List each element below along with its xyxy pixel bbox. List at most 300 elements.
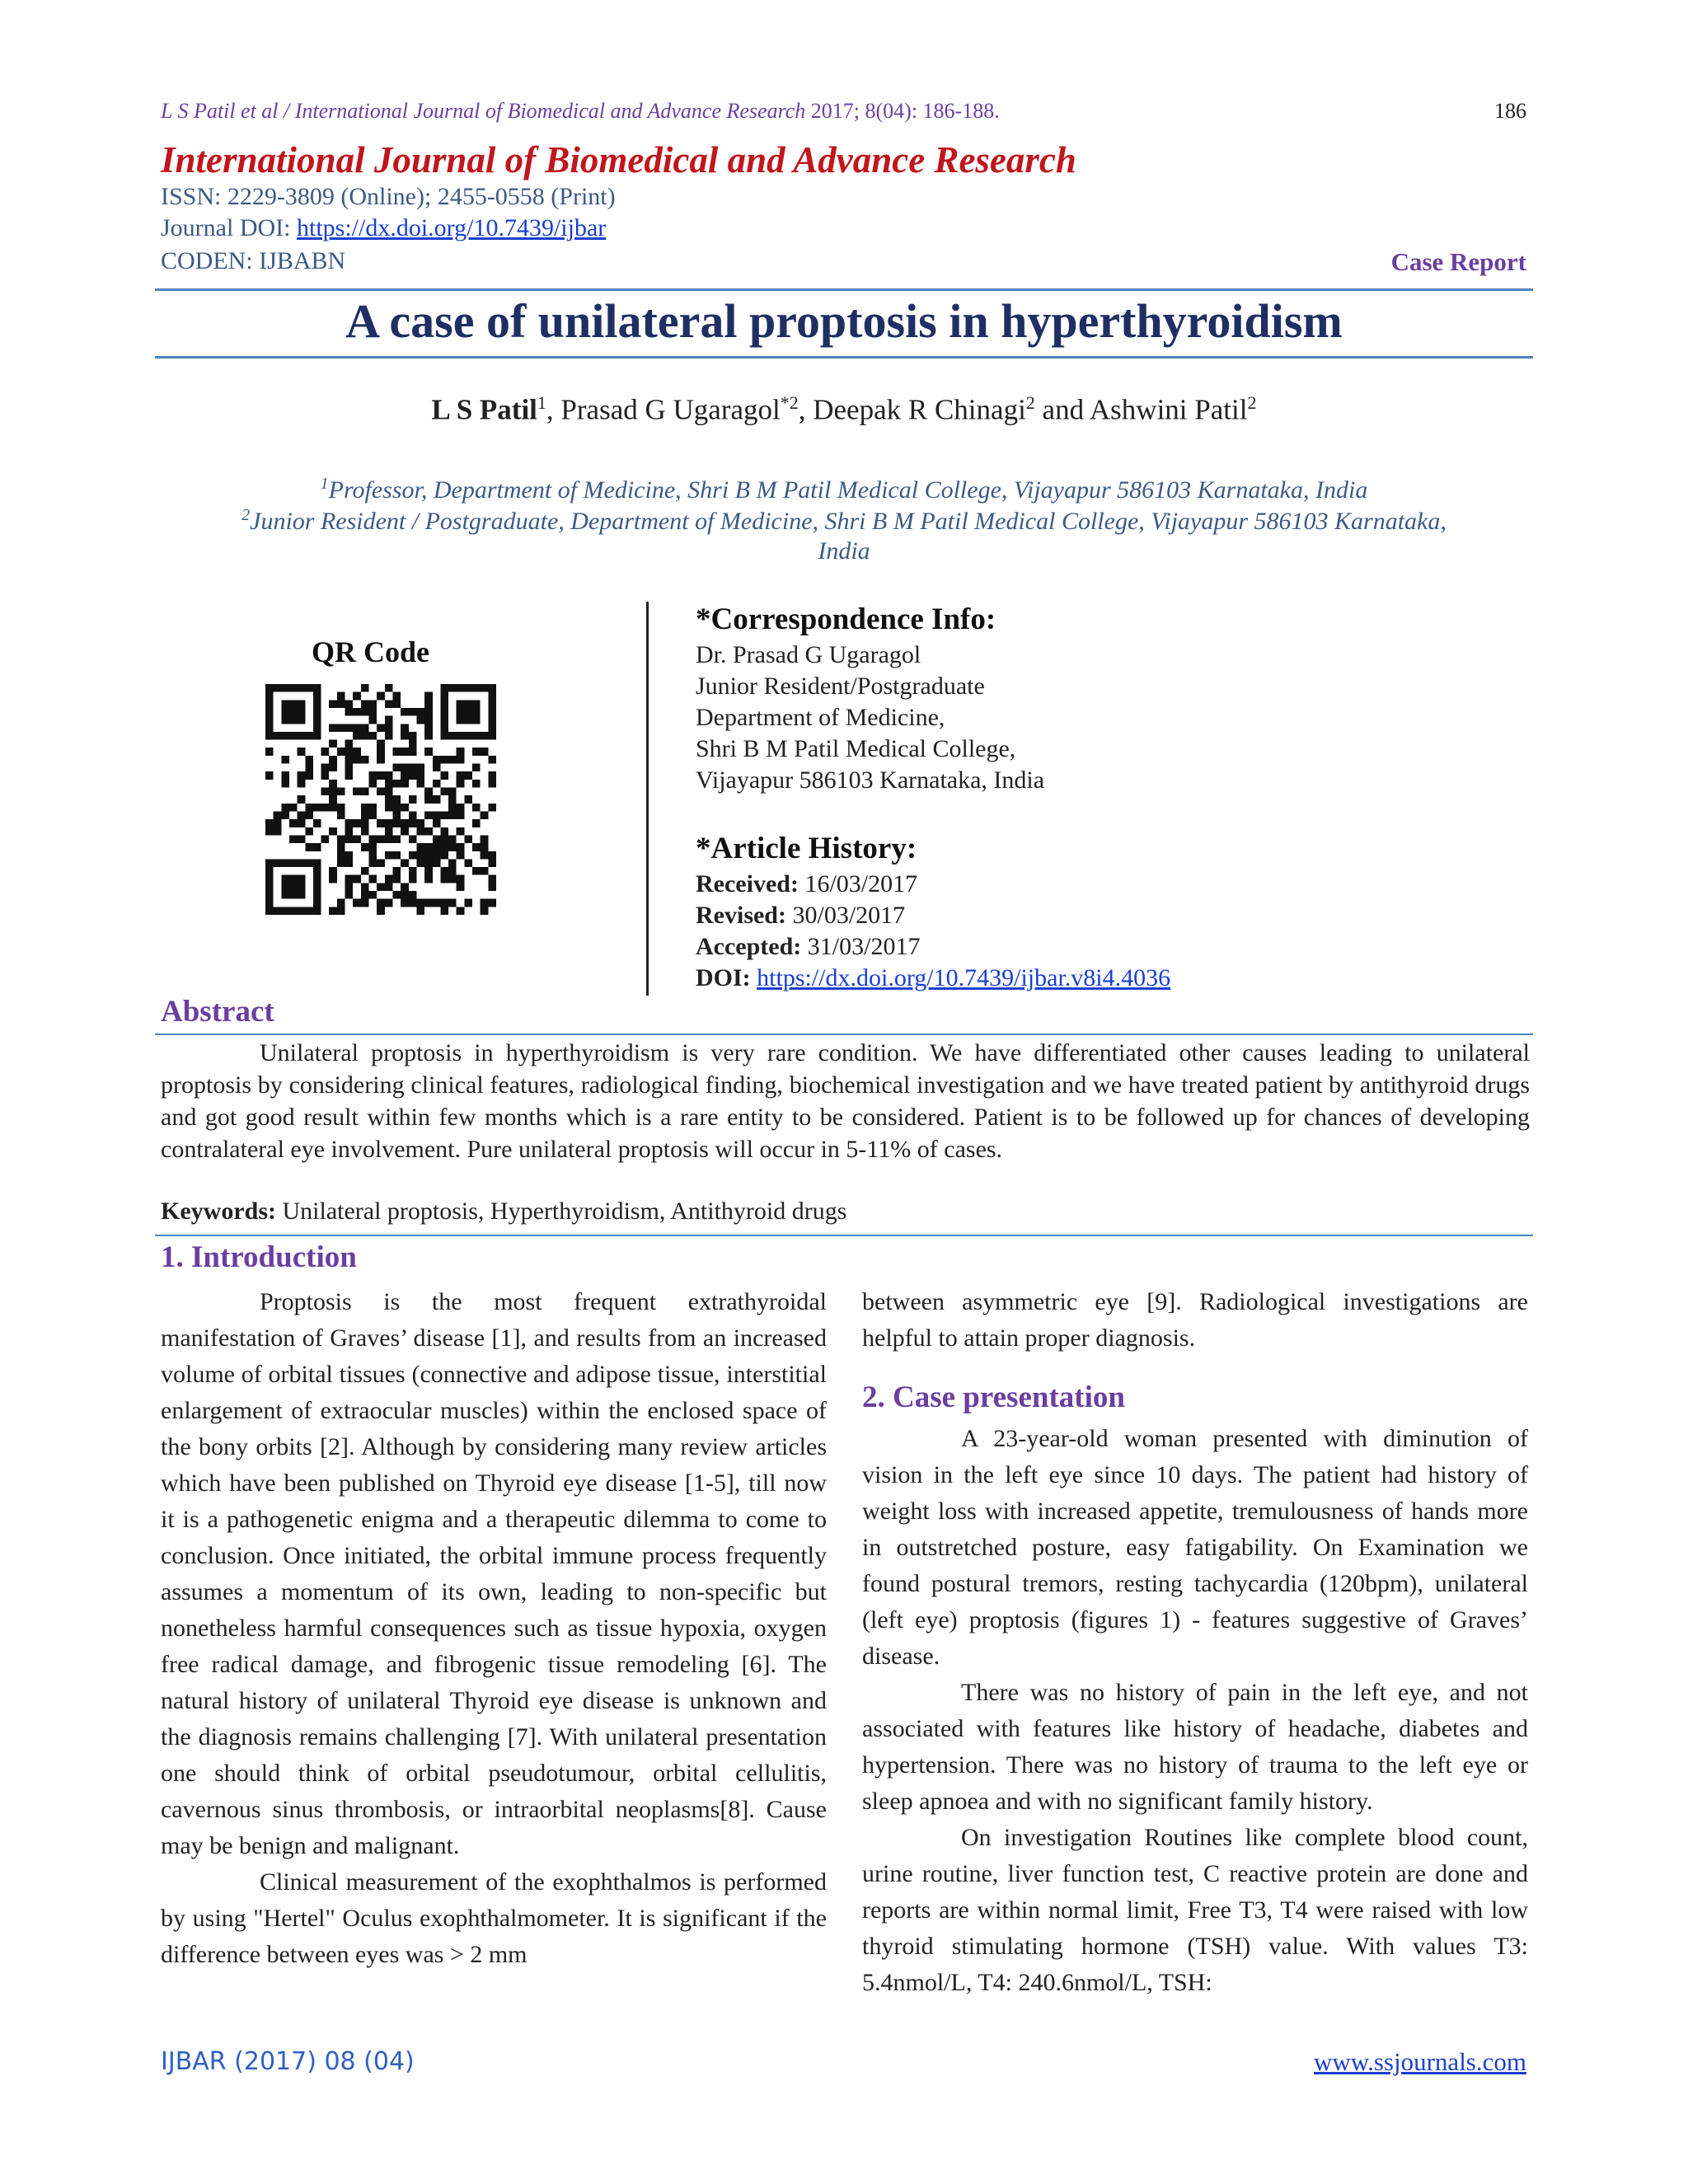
- qr-module: [488, 692, 496, 701]
- qr-module: [337, 788, 345, 796]
- qr-module: [321, 771, 330, 780]
- qr-module: [385, 788, 393, 796]
- qr-module: [305, 859, 313, 867]
- qr-module: [488, 883, 496, 891]
- qr-module: [289, 716, 298, 724]
- journal-doi: Journal DOI: https://dx.doi.org/10.7439/ijbar: [161, 214, 607, 241]
- qr-module: [265, 899, 274, 907]
- qr-module: [281, 708, 289, 716]
- qr-module: [457, 748, 465, 756]
- qr-module: [298, 795, 306, 804]
- qr-module: [401, 732, 409, 740]
- qr-module: [457, 875, 465, 883]
- qr-module: [424, 851, 433, 860]
- qr-module: [409, 740, 417, 748]
- qr-module: [298, 907, 306, 915]
- qr-module: [448, 756, 457, 764]
- qr-module: [464, 732, 472, 740]
- intro-heading: 1. Introduction: [161, 1240, 357, 1274]
- qr-module: [265, 875, 274, 883]
- qr-module: [488, 724, 496, 732]
- qr-module: [274, 819, 282, 827]
- qr-module: [337, 748, 345, 756]
- correspondence-line: Vijayapur 586103 Karnataka, India: [696, 766, 1045, 794]
- qr-module: [401, 708, 409, 716]
- qr-module: [416, 827, 424, 836]
- qr-module: [313, 708, 321, 716]
- qr-module: [361, 700, 369, 708]
- qr-module: [305, 907, 313, 915]
- qr-module: [281, 859, 289, 867]
- qr-module: [298, 700, 306, 708]
- qr-module: [433, 756, 441, 764]
- qr-module: [281, 716, 289, 724]
- qr-module: [392, 891, 401, 899]
- qr-module: [440, 692, 448, 701]
- qr-module: [472, 684, 481, 692]
- qr-module: [392, 764, 401, 772]
- qr-module: [329, 827, 337, 836]
- running-head: L S Patil et al / International Journal of Biomedical and Advance Research 2017; 8(04): 186-188.: [161, 99, 1000, 123]
- author-list: L S Patil$^1$, Prasad G Ugaragol$^{*2}$, Deepak R Chinagi$^2$ and Ashwini Patil$^2$: [431, 392, 1257, 426]
- qr-module: [369, 708, 377, 716]
- qr-module: [369, 875, 377, 883]
- qr-module: [313, 732, 321, 740]
- qr-module: [329, 788, 337, 796]
- qr-module: [464, 684, 472, 692]
- qr-module: [361, 883, 369, 891]
- qr-module: [440, 708, 448, 716]
- qr-module: [313, 684, 321, 692]
- qr-module: [345, 740, 354, 748]
- qr-module: [440, 684, 448, 692]
- qr-module: [281, 891, 289, 899]
- qr-module: [329, 907, 337, 915]
- qr-module: [289, 835, 298, 843]
- qr-module: [433, 851, 441, 860]
- qr-module: [464, 835, 472, 843]
- qr-module: [321, 764, 330, 772]
- qr-module: [457, 811, 465, 819]
- qr-module: [298, 684, 306, 692]
- qr-module: [392, 692, 401, 701]
- qr-module: [377, 819, 385, 827]
- qr-module: [457, 851, 465, 860]
- qr-module: [265, 716, 274, 724]
- footer-website-link[interactable]: www.ssjournals.com: [1313, 2047, 1526, 2076]
- qr-module: [433, 835, 441, 843]
- qr-module: [409, 795, 417, 804]
- left-column: [161, 1284, 827, 1973]
- qr-module: [472, 843, 481, 851]
- qr-module: [472, 732, 481, 740]
- qr-module: [424, 875, 433, 883]
- qr-module: [440, 788, 448, 796]
- qr-module: [377, 724, 385, 732]
- qr-module: [369, 811, 377, 819]
- qr-module: [457, 700, 465, 708]
- qr-module: [424, 700, 433, 708]
- qr-module: [433, 811, 441, 819]
- qr-module: [416, 899, 424, 907]
- qr-module: [353, 732, 361, 740]
- qr-module: [298, 748, 306, 756]
- qr-module: [377, 835, 385, 843]
- affiliation-2: $^2$Junior Resident / Postgraduate, Department of Medicine, Shri B M Patil Medical College, Vijayapur 586103 Karnataka,: [241, 506, 1447, 535]
- qr-module: [385, 835, 393, 843]
- intro-paragraph: Clinical measurement of the exophthalmos is performed by using "Hertel" Oculus exophthalmometer. It is significant if the difference between eyes was > 2 mm: [161, 1868, 827, 1968]
- qr-module: [448, 804, 457, 812]
- qr-module: [488, 684, 496, 692]
- qr-module: [409, 708, 417, 716]
- qr-module: [281, 756, 289, 764]
- qr-module: [448, 684, 457, 692]
- qr-module: [313, 716, 321, 724]
- qr-module: [392, 804, 401, 812]
- qr-module: [298, 819, 306, 827]
- correspondence-line: Junior Resident/Postgraduate: [696, 673, 985, 700]
- right-column: [862, 1284, 1528, 2001]
- qr-module: [281, 771, 289, 780]
- qr-module: [385, 700, 393, 708]
- qr-module: [313, 724, 321, 732]
- history-heading: *Article History:: [696, 832, 917, 865]
- info-divider: [646, 602, 649, 996]
- qr-module: [385, 716, 393, 724]
- qr-module: [313, 867, 321, 875]
- qr-module: [281, 804, 289, 812]
- qr-module: [289, 883, 298, 891]
- qr-module: [424, 692, 433, 701]
- qr-module: [440, 756, 448, 764]
- qr-module: [440, 811, 448, 819]
- qr-module: [305, 827, 313, 836]
- author-name: L S Patil: [431, 393, 537, 426]
- qr-module: [385, 827, 393, 836]
- qr-module: [448, 867, 457, 875]
- qr-code-image: [265, 684, 496, 919]
- qr-module: [345, 851, 354, 860]
- qr-module: [321, 748, 330, 756]
- journal-doi-link[interactable]: https://dx.doi.org/10.7439/ijbar: [296, 214, 607, 241]
- affiliation-1: $^1$Professor, Department of Medicine, Shri B M Patil Medical College, Vijayapur 586103 Karnataka, India: [320, 475, 1368, 504]
- qr-module: [369, 851, 377, 860]
- qr-module: [457, 843, 465, 851]
- qr-module: [289, 684, 298, 692]
- qr-module: [361, 708, 369, 716]
- qr-module: [329, 804, 337, 812]
- qr-module: [440, 724, 448, 732]
- history-received: Received: 16/03/2017: [696, 870, 918, 898]
- qr-module: [424, 867, 433, 875]
- qr-module: [464, 859, 472, 867]
- qr-module: [353, 788, 361, 796]
- qr-module: [313, 891, 321, 899]
- qr-module: [424, 748, 433, 756]
- qr-module: [385, 732, 393, 740]
- qr-module: [409, 851, 417, 860]
- qr-module: [472, 716, 481, 724]
- qr-module: [481, 907, 489, 915]
- qr-module: [305, 732, 313, 740]
- qr-module: [353, 875, 361, 883]
- qr-module: [274, 907, 282, 915]
- qr-module: [401, 780, 409, 788]
- qr-module: [488, 771, 496, 780]
- qr-module: [313, 700, 321, 708]
- qr-module: [392, 867, 401, 875]
- qr-module: [298, 835, 306, 843]
- author-name: Deepak R Chinagi: [813, 393, 1026, 426]
- qr-module: [448, 795, 457, 804]
- qr-module: [424, 724, 433, 732]
- qr-module: [369, 780, 377, 788]
- qr-module: [313, 804, 321, 812]
- qr-module: [416, 907, 424, 915]
- qr-module: [361, 843, 369, 851]
- case-heading: 2. Case presentation: [862, 1380, 1125, 1414]
- title-rule-bottom: [155, 356, 1533, 359]
- qr-module: [361, 891, 369, 899]
- qr-module: [440, 771, 448, 780]
- qr-module: [345, 748, 354, 756]
- qr-module: [377, 788, 385, 796]
- qr-module: [448, 788, 457, 796]
- qr-module: [401, 748, 409, 756]
- qr-module: [472, 748, 481, 756]
- qr-module: [377, 899, 385, 907]
- qr-module: [385, 780, 393, 788]
- qr-module: [488, 851, 496, 860]
- qr-module: [392, 748, 401, 756]
- qr-module: [345, 724, 354, 732]
- qr-module: [265, 891, 274, 899]
- qr-module: [401, 804, 409, 812]
- qr-module: [440, 867, 448, 875]
- title-rule-top: [155, 288, 1533, 291]
- qr-module: [385, 883, 393, 891]
- qr-module: [313, 899, 321, 907]
- qr-module: [345, 835, 354, 843]
- qr-module: [329, 700, 337, 708]
- qr-module: [392, 780, 401, 788]
- qr-module: [392, 811, 401, 819]
- qr-module: [481, 748, 489, 756]
- qr-module: [409, 835, 417, 843]
- article-title: A case of unilateral proptosis in hyperthyroidism: [345, 294, 1343, 348]
- qr-module: [401, 827, 409, 836]
- qr-module: [457, 883, 465, 891]
- qr-module: [440, 851, 448, 860]
- qr-module: [274, 859, 282, 867]
- qr-module: [401, 819, 409, 827]
- qr-module: [265, 883, 274, 891]
- qr-module: [440, 907, 448, 915]
- qr-module: [377, 748, 385, 756]
- qr-module: [385, 804, 393, 812]
- qr-module: [281, 811, 289, 819]
- qr-module: [337, 835, 345, 843]
- qr-module: [345, 875, 354, 883]
- qr-module: [345, 827, 354, 836]
- footer-citation: IJBAR (2017) 08 (04): [161, 2047, 415, 2076]
- qr-module: [298, 771, 306, 780]
- qr-module: [433, 819, 441, 827]
- qr-module: [433, 859, 441, 867]
- qr-module: [488, 700, 496, 708]
- qr-module: [464, 899, 472, 907]
- qr-module: [472, 804, 481, 812]
- qr-module: [274, 732, 282, 740]
- qr-module: [424, 827, 433, 836]
- history-doi: DOI: https://dx.doi.org/10.7439/ijbar.v8i4.4036: [696, 964, 1171, 991]
- qr-module: [385, 684, 393, 692]
- qr-module: [353, 708, 361, 716]
- qr-module: [440, 700, 448, 708]
- qr-module: [298, 716, 306, 724]
- qr-module: [401, 859, 409, 867]
- qr-module: [457, 804, 465, 812]
- qr-module: [345, 891, 354, 899]
- qr-module: [281, 875, 289, 883]
- qr-module: [481, 835, 489, 843]
- qr-module: [313, 843, 321, 851]
- qr-module: [416, 843, 424, 851]
- qr-module: [488, 875, 496, 883]
- qr-module: [265, 867, 274, 875]
- qr-module: [369, 891, 377, 899]
- qr-module: [274, 827, 282, 836]
- qr-module: [481, 843, 489, 851]
- author-name: Prasad G Ugaragol: [560, 393, 781, 426]
- qr-module: [464, 700, 472, 708]
- journal-coden: CODEN: IJBABN: [161, 247, 346, 274]
- qr-module: [416, 764, 424, 772]
- qr-module: [424, 843, 433, 851]
- qr-module: [313, 819, 321, 827]
- qr-module: [401, 891, 409, 899]
- qr-module: [488, 708, 496, 716]
- qr-module: [265, 907, 274, 915]
- qr-module: [313, 692, 321, 701]
- author-name: Ashwini Patil: [1089, 393, 1248, 426]
- qr-module: [337, 843, 345, 851]
- qr-module: [448, 835, 457, 843]
- correspondence-line: Dr. Prasad G Ugaragol: [696, 641, 921, 668]
- qr-module: [433, 795, 441, 804]
- qr-module: [377, 883, 385, 891]
- qr-module: [345, 700, 354, 708]
- qr-module: [305, 804, 313, 812]
- qr-module: [424, 716, 433, 724]
- qr-module: [464, 716, 472, 724]
- qr-module: [345, 883, 354, 891]
- qr-module: [265, 684, 274, 692]
- qr-module: [385, 851, 393, 860]
- qr-module: [409, 764, 417, 772]
- abstract-text: Unilateral proptosis in hyperthyroidism is very rare condition. We have differentiated other causes leading to unilateral proptosis by considering clinical features, radiological finding, biochemical investigation and we have treated patient by antithyroid drugs and got good result within few months which is a rare entity to be considered. Patient is to be followed up for chances of developing contralateral eye involvement. Pure unilateral proptosis will occur in 5-11% of cases.: [161, 1039, 1530, 1163]
- qr-module: [416, 716, 424, 724]
- qr-module: [472, 867, 481, 875]
- qr-module: [361, 867, 369, 875]
- qr-module: [385, 771, 393, 780]
- qr-module: [409, 867, 417, 875]
- qr-module: [281, 732, 289, 740]
- qr-module: [457, 708, 465, 716]
- qr-module: [481, 851, 489, 860]
- qr-module: [433, 780, 441, 788]
- qr-module: [337, 851, 345, 860]
- qr-module: [392, 819, 401, 827]
- qr-module: [416, 708, 424, 716]
- qr-module: [353, 724, 361, 732]
- qr-module: [392, 875, 401, 883]
- qr-module: [369, 716, 377, 724]
- qr-module: [488, 899, 496, 907]
- qr-module: [488, 732, 496, 740]
- qr-module: [457, 907, 465, 915]
- qr-module: [385, 795, 393, 804]
- qr-module: [488, 859, 496, 867]
- qr-module: [440, 843, 448, 851]
- case-paragraph: On investigation Routines like complete blood count, urine routine, liver function test, C reactive protein are done and reports are within normal limit, Free T3, T4 were raised with low thyroid stimulating hormone (TSH) value. With values T3: 5.4nmol/L, T4: 240.6nmol/L, TSH:: [862, 1824, 1528, 1996]
- qr-module: [472, 780, 481, 788]
- qr-module: [313, 859, 321, 867]
- article-doi-link[interactable]: https://dx.doi.org/10.7439/ijbar.v8i4.4036: [757, 964, 1171, 991]
- qr-module: [488, 756, 496, 764]
- qr-module: [472, 819, 481, 827]
- qr-module: [361, 819, 369, 827]
- qr-module: [377, 907, 385, 915]
- qr-module: [305, 764, 313, 772]
- qr-module: [274, 684, 282, 692]
- qr-module: [265, 732, 274, 740]
- qr-module: [409, 748, 417, 756]
- qr-module: [440, 827, 448, 836]
- qr-module: [345, 859, 354, 867]
- qr-module: [488, 716, 496, 724]
- qr-module: [433, 899, 441, 907]
- qr-module: [313, 875, 321, 883]
- qr-module: [298, 732, 306, 740]
- qr-module: [433, 843, 441, 851]
- qr-module: [289, 859, 298, 867]
- qr-module: [298, 883, 306, 891]
- correspondence-line: Shri B M Patil Medical College,: [696, 735, 1016, 762]
- page-number: 186: [1494, 99, 1526, 123]
- qr-module: [457, 771, 465, 780]
- qr-module: [401, 899, 409, 907]
- qr-module: [433, 764, 441, 772]
- qr-module: [416, 819, 424, 827]
- qr-module: [369, 771, 377, 780]
- qr-module: [440, 875, 448, 883]
- qr-module: [281, 700, 289, 708]
- qr-module: [281, 780, 289, 788]
- qr-module: [337, 859, 345, 867]
- qr-module: [409, 899, 417, 907]
- qr-module: [337, 692, 345, 701]
- qr-module: [361, 756, 369, 764]
- qr-module: [401, 883, 409, 891]
- qr-module: [481, 811, 489, 819]
- qr-module: [337, 700, 345, 708]
- qr-module: [353, 899, 361, 907]
- intro-paragraph-cont: between asymmetric eye [9]. Radiological investigations are helpful to attain proper diagnosis.: [862, 1288, 1528, 1352]
- qr-module: [289, 891, 298, 899]
- qr-module: [265, 708, 274, 716]
- qr-module: [424, 899, 433, 907]
